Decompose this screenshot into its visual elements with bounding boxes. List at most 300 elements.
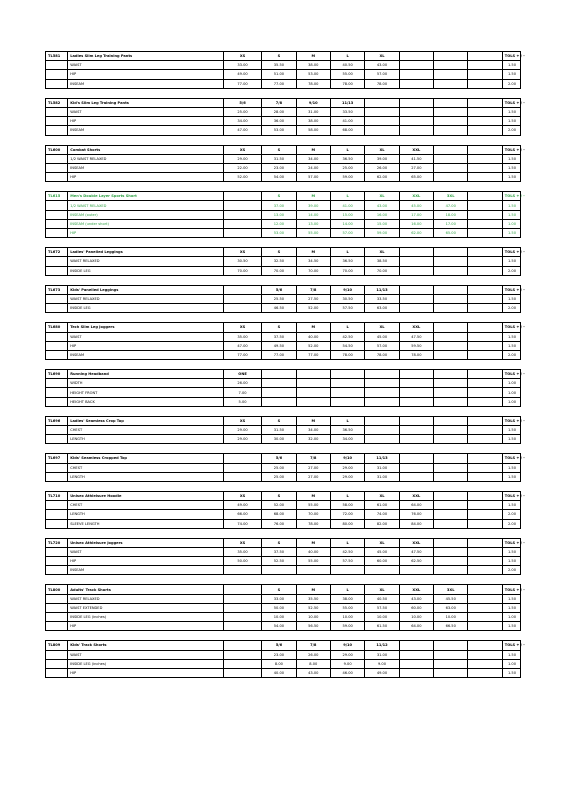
code-cell-empty	[46, 61, 68, 70]
measurement-value: 61.50	[365, 622, 399, 631]
measurement-label: INSIDE LEG	[68, 304, 224, 313]
measurement-value	[399, 566, 433, 575]
tolerance-value: 2.00	[502, 350, 520, 359]
spacer-cell	[468, 538, 502, 547]
measurement-label: LENGTH	[68, 472, 224, 481]
style-code: TL582	[46, 98, 68, 107]
measurement-value	[223, 668, 261, 677]
style-code: TL809	[46, 641, 68, 650]
size-header: S	[262, 192, 296, 201]
tolerance-value: 1.50	[502, 229, 520, 238]
measurement-value: 53.00	[262, 126, 296, 135]
size-header: L	[330, 248, 364, 257]
measurement-value	[434, 557, 468, 566]
measurement-value	[399, 70, 433, 79]
measurement-value	[330, 566, 364, 575]
measurement-value: 35.00	[223, 332, 261, 341]
measurement-value: 53.00	[296, 70, 330, 79]
measurement-value	[223, 219, 261, 228]
measurement-value	[434, 388, 468, 397]
size-header: M	[296, 538, 330, 547]
code-cell-empty	[46, 341, 68, 350]
measurement-value: 78.00	[399, 350, 433, 359]
size-header	[434, 370, 468, 379]
size-header	[434, 98, 468, 107]
size-header: M	[296, 491, 330, 500]
size-header: XS	[223, 323, 261, 332]
measurement-label: WAIST RELAXED	[68, 594, 224, 603]
measurement-value: 31.00	[365, 463, 399, 472]
size-header	[399, 454, 433, 463]
measurement-value	[223, 622, 261, 631]
measurement-value: 15.00	[330, 210, 364, 219]
tolerance-header: TOLS + / -	[502, 98, 520, 107]
measurement-value	[434, 501, 468, 510]
measurement-value: 40.00	[262, 668, 296, 677]
measurement-value	[223, 472, 261, 481]
tolerance-header: TOLS + / -	[502, 145, 520, 154]
measurement-value	[223, 463, 261, 472]
table-row	[46, 61, 521, 70]
measurement-value: 59.00	[330, 622, 364, 631]
size-header: L	[330, 192, 364, 201]
table-row	[46, 650, 521, 659]
measurement-value: 31.50	[262, 154, 296, 163]
code-cell-empty	[46, 332, 68, 341]
spacer-cell	[468, 641, 502, 650]
measurement-label: INSEAM	[68, 79, 224, 88]
size-header: S	[262, 416, 296, 425]
measurement-value: 82.00	[365, 519, 399, 528]
table-header-row	[46, 323, 521, 332]
tolerance-header: TOLS + / -	[502, 491, 520, 500]
measurement-value	[434, 266, 468, 275]
measurement-value: 70.00	[365, 266, 399, 275]
measurement-value: 58.00	[296, 126, 330, 135]
tolerance-header: TOLS + / -	[502, 641, 520, 650]
style-code: TL600	[46, 145, 68, 154]
tolerance-value: 1.50	[502, 435, 520, 444]
measurement-value	[399, 126, 433, 135]
table-row	[46, 659, 521, 668]
size-header	[223, 285, 261, 294]
spacer-cell	[468, 52, 502, 61]
measurement-value	[434, 463, 468, 472]
measurement-value	[262, 566, 296, 575]
measurement-value	[434, 379, 468, 388]
size-header: XS	[223, 491, 261, 500]
table-header-row	[46, 416, 521, 425]
size-header: XL	[365, 145, 399, 154]
measurement-value: 16.00	[399, 219, 433, 228]
spec-table-tl673	[45, 285, 525, 314]
table-row	[46, 257, 521, 266]
tolerance-value: 2.00	[502, 304, 520, 313]
measurement-value	[399, 426, 433, 435]
measurement-value: 37.50	[262, 547, 296, 556]
measurement-value: 27.00	[296, 472, 330, 481]
size-header: 7/8	[296, 641, 330, 650]
size-header: L	[330, 52, 364, 61]
table-row	[46, 472, 521, 481]
measurement-value: 35.50	[296, 594, 330, 603]
measurement-value: 30.50	[223, 257, 261, 266]
measurement-value: 57.00	[296, 173, 330, 182]
tolerance-header: TOLS + / -	[502, 192, 520, 201]
measurement-value	[434, 107, 468, 116]
spacer-cell	[468, 350, 502, 359]
spacer-cell	[468, 154, 502, 163]
table-row	[46, 557, 521, 566]
code-cell-empty	[46, 547, 68, 556]
measurement-value: 63.00	[365, 304, 399, 313]
measurement-value	[223, 201, 261, 210]
size-header: M	[296, 248, 330, 257]
tolerance-value: 1.50	[502, 426, 520, 435]
table-row	[46, 388, 521, 397]
measurement-value	[434, 547, 468, 556]
spec-table-tl696	[45, 416, 525, 445]
measurement-label: HIP	[68, 622, 224, 631]
measurement-value	[434, 650, 468, 659]
measurement-value: 24.00	[296, 163, 330, 172]
spec-table-tl697	[45, 453, 525, 482]
tolerance-value: 2.00	[502, 566, 520, 575]
size-header	[365, 370, 399, 379]
spec-table-tl582	[45, 98, 525, 136]
measurement-value: 36.50	[330, 257, 364, 266]
table-row	[46, 594, 521, 603]
measurement-label: INSIDE LEG	[68, 266, 224, 275]
measurement-value	[434, 435, 468, 444]
size-header	[434, 454, 468, 463]
table-row	[46, 266, 521, 275]
size-header: XL	[365, 538, 399, 547]
size-header: 7/8	[262, 98, 296, 107]
size-header	[365, 416, 399, 425]
spacer-cell	[468, 201, 502, 210]
measurement-value	[434, 304, 468, 313]
measurement-value: 50.00	[262, 603, 296, 612]
code-cell-empty	[46, 613, 68, 622]
table-row	[46, 201, 521, 210]
measurement-value	[262, 379, 296, 388]
measurement-value	[434, 257, 468, 266]
measurement-value: 37.00	[262, 201, 296, 210]
measurement-value: 64.00	[399, 501, 433, 510]
measurement-value	[365, 379, 399, 388]
spacer-cell	[468, 266, 502, 275]
measurement-value: 25.00	[223, 107, 261, 116]
size-header: XS	[223, 248, 261, 257]
code-cell-empty	[46, 397, 68, 406]
measurement-value: 8.00	[262, 659, 296, 668]
measurement-value	[365, 107, 399, 116]
measurement-label: WAIST	[68, 547, 224, 556]
measurement-value: 38.00	[296, 61, 330, 70]
code-cell-empty	[46, 294, 68, 303]
table-row	[46, 397, 521, 406]
measurement-value: 78.00	[296, 519, 330, 528]
spacer-cell	[468, 668, 502, 677]
measurement-value: 59.50	[399, 341, 433, 350]
measurement-value: 78.00	[330, 350, 364, 359]
measurement-value: 57.00	[365, 70, 399, 79]
table-row	[46, 547, 521, 556]
spec-table-tl680	[45, 322, 525, 360]
size-header: M	[296, 52, 330, 61]
spacer-cell	[468, 566, 502, 575]
measurement-value: 56.50	[296, 622, 330, 631]
measurement-value: 10.00	[365, 613, 399, 622]
measurement-value: 46.50	[262, 304, 296, 313]
size-header: 9/10	[330, 285, 364, 294]
size-header: XS	[223, 145, 261, 154]
code-cell-empty	[46, 388, 68, 397]
code-cell-empty	[46, 501, 68, 510]
measurement-value: 27.50	[296, 294, 330, 303]
spacer-cell	[468, 472, 502, 481]
measurement-value: 57.50	[330, 304, 364, 313]
spacer-cell	[468, 173, 502, 182]
measurement-value: 23.00	[262, 650, 296, 659]
measurement-label: HEIGHT BACK	[68, 397, 224, 406]
table-row	[46, 510, 521, 519]
table-row	[46, 379, 521, 388]
measurement-value: 31.00	[296, 107, 330, 116]
measurement-value: 26.00	[365, 163, 399, 172]
measurement-value	[434, 79, 468, 88]
size-header: L	[330, 416, 364, 425]
measurement-label: INSEAM	[68, 126, 224, 135]
table-row	[46, 117, 521, 126]
measurement-value	[330, 379, 364, 388]
size-header	[399, 248, 433, 257]
tolerance-header: TOLS + / -	[502, 454, 520, 463]
size-header: S	[262, 323, 296, 332]
spacer-cell	[468, 435, 502, 444]
spacer-cell	[468, 510, 502, 519]
tolerance-value: 1.50	[502, 201, 520, 210]
measurement-value: 29.00	[223, 426, 261, 435]
measurement-value	[434, 510, 468, 519]
tolerance-header: TOLS + / -	[502, 585, 520, 594]
measurement-value	[262, 397, 296, 406]
table-row	[46, 668, 521, 677]
measurement-value: 29.00	[223, 435, 261, 444]
size-header: XL	[365, 585, 399, 594]
tolerance-header: TOLS + / -	[502, 538, 520, 547]
table-row	[46, 501, 521, 510]
measurement-value: 59.00	[365, 229, 399, 238]
measurement-label: INSEAM (outer)	[68, 210, 224, 219]
measurement-value: 10.00	[434, 613, 468, 622]
measurement-label: INSIDE LEG (inches)	[68, 613, 224, 622]
measurement-value	[399, 257, 433, 266]
measurement-value: 49.00	[223, 501, 261, 510]
tolerance-value: 1.50	[502, 463, 520, 472]
measurement-value: 8.00	[296, 659, 330, 668]
code-cell-empty	[46, 173, 68, 182]
spacer-cell	[468, 229, 502, 238]
tolerance-value: 1.50	[502, 472, 520, 481]
measurement-value: 65.00	[399, 173, 433, 182]
measurement-value	[399, 107, 433, 116]
measurement-value: 41.00	[330, 201, 364, 210]
measurement-value: 14.00	[330, 219, 364, 228]
code-cell-empty	[46, 463, 68, 472]
table-row	[46, 294, 521, 303]
size-header: 11/13	[365, 285, 399, 294]
measurement-value	[399, 266, 433, 275]
measurement-value: 30.50	[330, 294, 364, 303]
table-header-row	[46, 248, 521, 257]
measurement-value	[399, 668, 433, 677]
measurement-value: 31.50	[262, 426, 296, 435]
tolerance-value: 1.50	[502, 163, 520, 172]
size-header	[434, 52, 468, 61]
size-header: XS	[223, 52, 261, 61]
measurement-value: 17.00	[434, 219, 468, 228]
code-cell-empty	[46, 379, 68, 388]
code-cell-empty	[46, 510, 68, 519]
measurement-value	[399, 463, 433, 472]
size-header	[434, 248, 468, 257]
style-code: TL581	[46, 52, 68, 61]
code-cell-empty	[46, 426, 68, 435]
measurement-value: 57.50	[365, 603, 399, 612]
measurement-value	[434, 126, 468, 135]
spacer-cell	[468, 61, 502, 70]
measurement-label: HIP	[68, 668, 224, 677]
product-title: Kids' Seamless Cropped Top	[68, 454, 224, 463]
measurement-value	[434, 341, 468, 350]
tolerance-header: TOLS + / -	[502, 52, 520, 61]
measurement-value: 9.00	[330, 659, 364, 668]
measurement-value: 26.00	[296, 650, 330, 659]
measurement-value: 49.00	[365, 668, 399, 677]
tolerance-value: 1.50	[502, 594, 520, 603]
spacer-cell	[468, 594, 502, 603]
measurement-value: 54.00	[262, 173, 296, 182]
table-row	[46, 341, 521, 350]
measurement-value: 59.00	[330, 173, 364, 182]
size-header: XXL	[399, 192, 433, 201]
spacer-cell	[468, 79, 502, 88]
spacer-cell	[468, 491, 502, 500]
code-cell-empty	[46, 557, 68, 566]
spacer-cell	[468, 70, 502, 79]
tolerance-value: 1.00	[502, 613, 520, 622]
measurement-value: 37.50	[262, 332, 296, 341]
tolerance-value: 1.50	[502, 61, 520, 70]
measurement-value	[434, 117, 468, 126]
table-row	[46, 613, 521, 622]
product-title: Ladies' Panelled Leggings	[68, 248, 224, 257]
measurement-value: 32.50	[262, 257, 296, 266]
product-title: Adults' Track Shorts	[68, 585, 224, 594]
measurement-value: 17.00	[399, 210, 433, 219]
table-header-row	[46, 454, 521, 463]
measurement-label: 1/2 WAIST RELAXED	[68, 154, 224, 163]
measurement-value	[399, 79, 433, 88]
measurement-value	[434, 294, 468, 303]
spacer-cell	[468, 519, 502, 528]
measurement-label: HEIGHT FRONT	[68, 388, 224, 397]
spacer-cell	[468, 257, 502, 266]
measurement-value: 50.00	[223, 557, 261, 566]
measurement-label: INSEAM	[68, 566, 224, 575]
measurement-label: LENGTH	[68, 510, 224, 519]
table-header-row	[46, 491, 521, 500]
measurement-label: CHEST	[68, 463, 224, 472]
measurement-value: 35.00	[223, 547, 261, 556]
measurement-value: 23.00	[262, 163, 296, 172]
table-row	[46, 163, 521, 172]
spec-table-tl600	[45, 145, 525, 183]
table-header-row	[46, 370, 521, 379]
measurement-label: HIP	[68, 557, 224, 566]
measurement-value: 70.00	[330, 266, 364, 275]
measurement-value: 25.00	[262, 472, 296, 481]
tolerance-header: TOLS + / -	[502, 285, 520, 294]
measurement-value: 62.50	[399, 557, 433, 566]
measurement-value: 10.00	[262, 613, 296, 622]
measurement-value: 27.00	[399, 163, 433, 172]
spacer-cell	[468, 463, 502, 472]
measurement-value: 55.00	[296, 557, 330, 566]
measurement-value: 31.00	[365, 472, 399, 481]
measurement-label: WAIST	[68, 107, 224, 116]
tolerance-header: TOLS + / -	[502, 416, 520, 425]
spacer-cell	[468, 341, 502, 350]
spec-table-tl720	[45, 538, 525, 576]
spacer-cell	[468, 388, 502, 397]
style-code: TL680	[46, 323, 68, 332]
measurement-value: 33.50	[365, 294, 399, 303]
style-code: TL800	[46, 585, 68, 594]
size-header	[434, 323, 468, 332]
measurement-value: 40.00	[296, 332, 330, 341]
size-header: M	[296, 585, 330, 594]
product-title: Ladies Slim Leg Training Pants	[68, 52, 224, 61]
measurement-value: 70.00	[296, 510, 330, 519]
tolerance-value: 1.00	[502, 219, 520, 228]
size-header: XS	[223, 416, 261, 425]
measurement-value: 29.00	[330, 463, 364, 472]
code-cell-empty	[46, 472, 68, 481]
measurement-value	[365, 397, 399, 406]
measurement-value: 54.00	[262, 622, 296, 631]
size-header	[223, 585, 261, 594]
table-row	[46, 304, 521, 313]
product-title: Kids' Panelled Leggings	[68, 285, 224, 294]
size-header	[223, 192, 261, 201]
tolerance-value: 1.50	[502, 547, 520, 556]
measurement-value: 34.50	[296, 257, 330, 266]
measurement-label: WAIST RELAXED	[68, 257, 224, 266]
measurement-value	[399, 397, 433, 406]
measurement-value	[399, 294, 433, 303]
table-header-row	[46, 641, 521, 650]
size-header	[296, 370, 330, 379]
spacer-cell	[468, 163, 502, 172]
table-row	[46, 154, 521, 163]
size-header: L	[330, 145, 364, 154]
measurement-value	[434, 173, 468, 182]
size-header: XXL	[399, 538, 433, 547]
code-cell-empty	[46, 126, 68, 135]
